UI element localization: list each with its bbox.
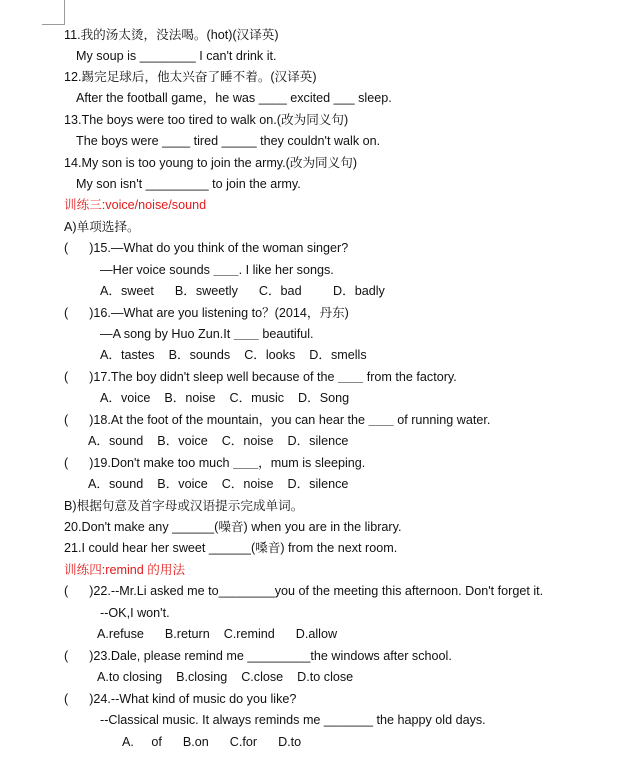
question-15-stem: ( )15.—What do you think of the woman singer? <box>64 241 349 255</box>
question-22-stem: ( )22.--Mr.Li asked me to________you of the meeting this afternoon. Don't forget it. <box>64 584 544 598</box>
question-12-prompt: 12.踢完足球后，他太兴奋了睡不着。(汉译英) <box>64 70 317 84</box>
question-24-options: A. of B.on C.for D.to <box>122 735 302 749</box>
question-17-options: A．voice B．noise C．music D．Song <box>100 391 350 405</box>
page-corner-mark <box>42 0 65 25</box>
question-14-prompt: 14.My son is too young to join the army.(改为同义句) <box>64 156 358 170</box>
question-15-dialogue: —Her voice sounds ＿＿. I like her songs. <box>100 263 334 277</box>
question-22-reply: --OK,I won't. <box>100 606 170 620</box>
section-heading-voice-noise-sound: 训练三:voice/noise/sound <box>64 198 207 212</box>
question-24-stem: ( )24.--What kind of music do you like? <box>64 692 297 706</box>
question-18-options: A．sound B．voice C．noise D．silence <box>88 434 349 448</box>
section-heading-remind: 训练四:remind 的用法 <box>64 563 186 577</box>
question-19-stem: ( )19.Don't make too much ＿＿，mum is sleeping. <box>64 456 366 470</box>
question-18-stem: ( )18.At the foot of the mountain，you can hear the ＿＿ of running water. <box>64 413 491 427</box>
question-15-options: A．sweet B．sweetly C．bad D．badly <box>100 284 385 298</box>
question-20: 20.Don't make any ______(噪音) when you are in the library. <box>64 520 402 534</box>
question-13-prompt: 13.The boys were too tired to walk on.(改为同义句) <box>64 113 349 127</box>
question-14-blank: My son isn't _________ to join the army. <box>76 177 301 191</box>
question-16-stem: ( )16.—What are you listening to？(2014，丹东) <box>64 306 349 320</box>
question-19-options: A．sound B．voice C．noise D．silence <box>88 477 349 491</box>
question-22-options: A.refuse B.return C.remind D.allow <box>97 627 338 641</box>
question-17-stem: ( )17.The boy didn't sleep well because of the ＿＿ from the factory. <box>64 370 457 384</box>
question-16-dialogue: —A song by Huo Zun.It ＿＿ beautiful. <box>100 327 314 341</box>
question-21: 21.I could hear her sweet ______(嗓音) from the next room. <box>64 541 398 555</box>
question-24-reply: --Classical music. It always reminds me _______ the happy old days. <box>100 713 486 727</box>
subsection-heading-b: B)根据句意及首字母或汉语提示完成单词。 <box>64 499 304 513</box>
question-11-blank: My soup is ________ I can't drink it. <box>76 49 277 63</box>
subsection-heading-a: A)单项选择。 <box>64 220 140 234</box>
question-23-options: A.to closing B.closing C.close D.to close <box>97 670 354 684</box>
question-12-blank: After the football game，he was ____ excited ___ sleep. <box>76 91 392 105</box>
question-23-stem: ( )23.Dale, please remind me _________the windows after school. <box>64 649 452 663</box>
question-11-prompt: 11.我的汤太烫，没法喝。(hot)(汉译英) <box>64 28 279 42</box>
question-16-options: A．tastes B．sounds C．looks D．smells <box>100 348 367 362</box>
question-13-blank: The boys were ____ tired _____ they couldn't walk on. <box>76 134 381 148</box>
